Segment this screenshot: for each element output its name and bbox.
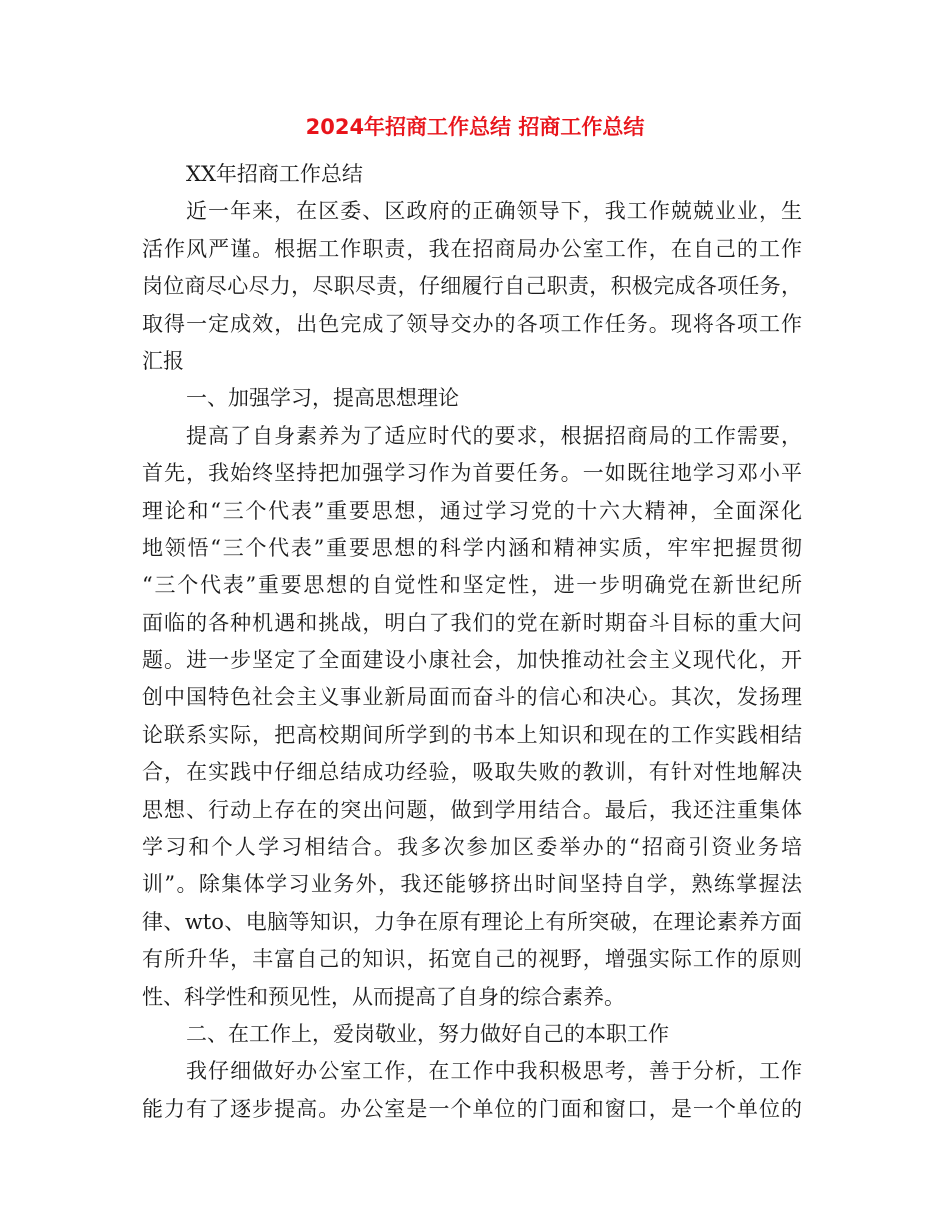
paragraph-line: 能力有了逐步提高。办公室是一个单位的门面和窗口，是一个单位的 (142, 1096, 802, 1121)
paragraph-line: 首先，我始终坚持把加强学习作为首要任务。一如既往地学习邓小平 (142, 461, 802, 486)
paragraph-line: 取得一定成效，出色完成了领导交办的各项工作任务。现将各项工作 (142, 311, 802, 336)
paragraph-line: “三个代表”重要思想的自觉性和坚定性，进一步明确党在新世纪所 (142, 573, 802, 598)
paragraph-line: 学习和个人学习相结合。我多次参加区委举办的“招商引资业务培 (142, 835, 802, 860)
paragraph-line: 有所升华，丰富自己的知识，拓宽自己的视野，增强实际工作的原则 (142, 947, 802, 972)
document-title: 2024年招商工作总结 招商工作总结 (305, 115, 645, 139)
paragraph-line: 论联系实际，把高校期间所学到的书本上知识和现在的工作实践相结 (142, 722, 802, 747)
paragraph-line: 律、wto、电脑等知识，力争在原有理论上有所突破，在理论素养方面 (142, 909, 802, 934)
paragraph-line: 汇报 (142, 348, 184, 373)
paragraph-line: 理论和“三个代表”重要思想，通过学习党的十六大精神，全面深化 (142, 498, 802, 523)
paragraph-line: 合，在实践中仔细总结成功经验，吸取失败的教训，有针对性地解决 (142, 760, 802, 785)
paragraph-line: 近一年来，在区委、区政府的正确领导下，我工作兢兢业业，生 (186, 199, 802, 224)
paragraph-line: 我仔细做好办公室工作，在工作中我积极思考，善于分析，工作 (186, 1059, 802, 1084)
heading-line: XX年招商工作总结 (186, 162, 363, 186)
paragraph-line: 思想、行动上存在的突出问题，做到学用结合。最后，我还注重集体 (142, 797, 802, 822)
section-heading: 一、加强学习，提高思想理论 (186, 386, 459, 411)
paragraph-line: 活作风严谨。根据工作职责，我在招商局办公室工作，在自己的工作 (142, 236, 802, 261)
section-heading: 二、在工作上，爱岗敬业，努力做好自己的本职工作 (186, 1021, 669, 1046)
paragraph-line: 地领悟“三个代表”重要思想的科学内涵和精神实质，牢牢把握贯彻 (142, 535, 802, 560)
paragraph-line: 提高了自身素养为了适应时代的要求，根据招商局的工作需要， (186, 423, 802, 448)
paragraph-line: 训”。除集体学习业务外，我还能够挤出时间坚持自学，熟练掌握法 (142, 872, 802, 897)
paragraph-line: 岗位商尽心尽力，尽职尽责，仔细履行自己职责，积极完成各项任务， (142, 274, 802, 299)
paragraph-line: 题。进一步坚定了全面建设小康社会，加快推动社会主义现代化，开 (142, 648, 802, 673)
paragraph-line: 性、科学性和预见性，从而提高了自身的综合素养。 (142, 984, 625, 1009)
paragraph-line: 面临的各种机遇和挑战，明白了我们的党在新时期奋斗目标的重大问 (142, 610, 802, 635)
document-body (142, 156, 802, 1128)
paragraph-line: 创中国特色社会主义事业新局面而奋斗的信心和决心。其次，发扬理 (142, 685, 802, 710)
